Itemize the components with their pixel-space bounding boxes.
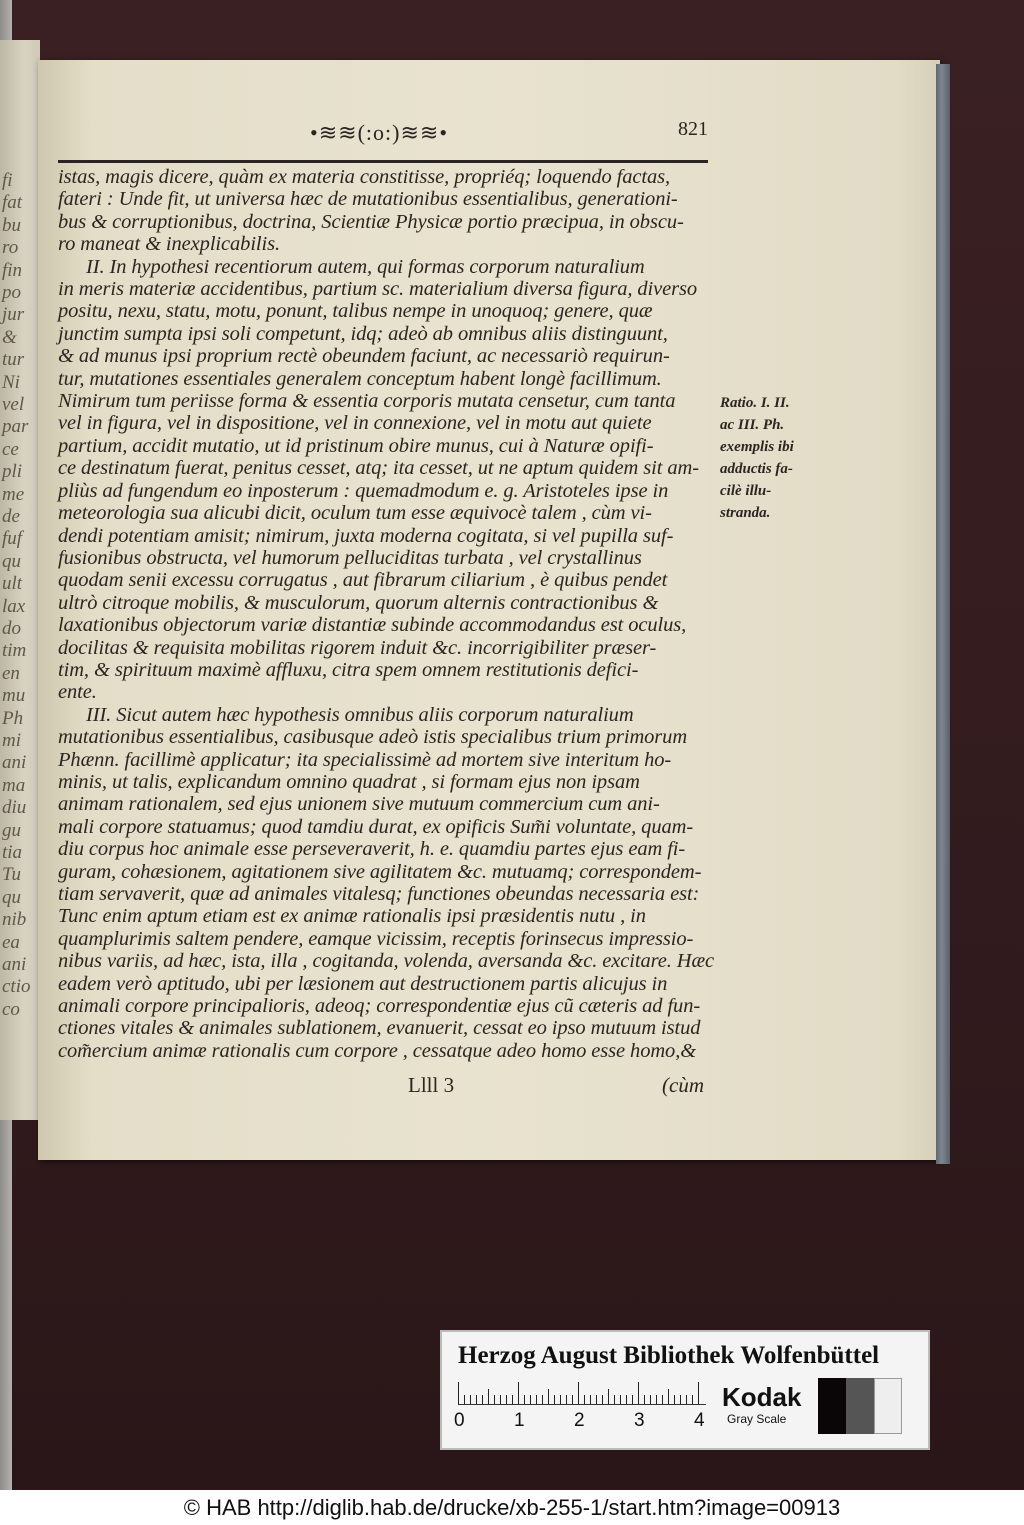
text-line: III. Sicut autem hæc hypothesis omnibus aliis corporum naturalium [86,703,634,726]
text-line: fusionibus obstructa, vel humorum pelluciditas turbata , vel crystallinus [58,546,642,569]
marginal-note [720,392,830,524]
facing-page-fragment: fat [2,192,23,214]
text-line: tim, & spirituum maximè affluxu, citra spem omnem restitutionis defici- [58,658,639,681]
ruler-tick [458,1382,459,1404]
facing-page-fragment: de [2,506,20,527]
ruler-tick [554,1395,555,1404]
text-line: partium, accidit mutatio, ut id pristinum obire munus, cui à Naturæ opifi- [58,434,654,457]
facing-page-fragment: ce [2,438,19,460]
text-line: fateri : Unde fit, ut universa hæc de mutationibus essentialibus, generationi- [58,188,678,211]
facing-page-fragment: en [2,662,20,684]
facing-page-fragment: ro [2,237,19,259]
text-line: ro maneat & inexplicabilis. [58,233,281,256]
ruler-tick [656,1395,657,1404]
facing-page-fragment: vel [2,394,25,415]
ruler-tick [506,1395,507,1404]
ruler-tick [542,1395,543,1404]
ruler-number: 2 [574,1410,585,1431]
text-line: com̃ercium animæ rationalis cum corpore , cessatque adeo homo esse homo,& [58,1039,697,1062]
text-line: II. In hypothesi recentiorum autem, qui formas corporum naturalium [86,255,645,278]
text-line: mutationibus essentialibus, casibusque adeò istis specialibus trium primorum [58,726,688,749]
facing-page-fragment: Ni [2,371,20,393]
facing-page-fragment: co [2,998,20,1020]
text-line: positu, nexu, statu, motu, ponunt, talibus nempe in unoquoq; genere, quæ [58,300,653,323]
text-line: vel in figura, vel in dispositione, vel in connexione, vel in motu aut quiete [58,412,652,435]
text-line: istas, magis dicere, quàm ex materia constitisse, propriéq; loquendo factas, [58,166,671,188]
facing-page-fragment: pli [2,461,23,483]
ruler-tick [500,1395,501,1404]
text-line: ultrò citroque mobilis, & musculorum, quorum alternis contractionibus & [58,591,659,614]
facing-page-fragment: tur [2,349,25,371]
text-line: diu corpus hoc animale esse perseveraverit, h. e. quamdiu partes ejus eam fi- [58,838,686,861]
ruler-tick [512,1395,513,1404]
facing-page-fragment: gu [2,819,21,841]
ruler-number: 1 [514,1410,525,1431]
facing-page-fragment: po [2,282,21,303]
text-line: Tunc enim aptum etiam est ex animæ rationalis ipsi præsidentis nutu , in [58,905,646,928]
text-line: pliùs ad fungendum eo inposterum : quemadmodum e. g. Aristoteles ipse in [58,479,669,502]
facing-page-fragment: Ph [2,707,24,729]
catchword: (cùm [662,1073,704,1097]
facing-page-fragment: lax [2,595,26,617]
ruler-tick [602,1395,603,1404]
kodak-logo: Kodak [722,1382,802,1412]
dark-gray-patch [846,1378,874,1434]
facing-page-fragment: Tu [2,864,22,886]
ruler-number: 0 [454,1410,465,1431]
ruler-tick [548,1389,549,1404]
ruler-tick [494,1395,495,1404]
ruler-tick [650,1395,651,1404]
facing-page-fragment: ult [2,573,23,595]
facing-page-fragment: fin [2,259,23,281]
marginal-line: exemplis ibi [720,439,794,455]
library-name: Herzog August Bibliothek Wolfenbüttel [458,1342,880,1369]
ruler-tick [590,1395,591,1404]
facing-page-fragment: diu [2,797,27,819]
ruler-tick [644,1395,645,1404]
text-line: docilitas & requisita mobilitas rigorem induit &c. incorrigibiliter præser- [58,636,657,659]
ruler-tick [488,1389,489,1404]
ruler-tick [464,1395,465,1404]
facing-page-fragment: par [2,416,29,438]
marginal-line: Ratio. I. II. [720,395,790,411]
ruler-tick [470,1395,471,1404]
black-patch [818,1378,846,1434]
text-line: & ad munus ipsi proprium rectè obeundem faciunt, ac necessariò requirun- [58,345,670,368]
facing-page-fragment: ani [2,954,27,975]
ruler-tick [536,1395,537,1404]
ruler-tick [680,1395,681,1404]
color-target-card [440,1330,930,1450]
text-line: ente. [58,681,97,704]
facing-page-fragment: bu [2,214,21,236]
text-line: Nimirum tum periisse forma & essentia corporis mutata censetur, cum tanta [58,390,676,413]
text-line: dendi potentiam amisit; nimirum, juxta moderna cogitata, si vel pupilla suf- [58,524,674,547]
light-gray-patch [874,1378,902,1434]
ruler-number: 4 [694,1410,705,1431]
copyright-footer: © HAB http://diglib.hab.de/drucke/xb-255-1/start.htm?image=00913 [0,1490,1024,1525]
facing-page-fragment: ma [2,774,26,796]
facing-page-fragment: mu [2,685,26,707]
ruler-tick [698,1382,699,1404]
facing-page-fragment: qu [2,886,21,908]
body-text [58,166,718,1062]
facing-page-fragment: ani [2,752,27,774]
gray-scale-label: Gray Scale [727,1412,787,1426]
ruler-tick [626,1395,627,1404]
marginal-line: cilè illu- [720,483,772,499]
ruler-tick [524,1395,525,1404]
page-block-edge [936,64,950,1164]
text-line: laxationibus objectorum variæ distantiæ subinde accommodandus est oculus, [58,614,687,637]
ruler-tick [482,1395,483,1404]
facing-page-fragment: do [2,618,21,639]
ruler-number: 3 [634,1410,645,1431]
text-line: minis, ut talis, explicandum omnino quadrat , si formam ejus non ipsam [58,770,640,793]
header-ornament: •≋≋(:o:)≋≋• [310,120,449,145]
ruler-tick [620,1395,621,1404]
ruler-tick [530,1395,531,1404]
facing-page-fragment: mi [2,730,21,751]
facing-page-fragment: & [2,326,17,348]
ruler-tick [584,1395,585,1404]
facing-page-fragment: jur [2,304,25,326]
text-line: mali corpore statuamus; quod tamdiu durat, ex opificis Sum̃i voluntate, quam- [58,815,694,838]
text-line: ce destinatum fuerat, penitus cesset, atq; ita cesset, ut ne aptum quidem sit am- [58,457,699,480]
facing-page-fragment: tim [2,640,27,662]
page-number: 821 [678,118,708,140]
ruler-tick [596,1395,597,1404]
header-rule [58,160,708,163]
ruler-tick [638,1382,639,1404]
ruler-tick [608,1389,609,1404]
text-line: eadem verò aptitudo, ubi per læsionem aut destructionem partis alicujus in [58,972,668,995]
text-line: Phænn. facillimè applicatur; ita specialissimè ad mortem sive interitum ho- [58,748,672,771]
text-line: animam rationalem, sed ejus unionem sive mutuum commercium cum ani- [58,793,660,816]
ruler-tick [692,1395,693,1404]
ruler-tick [578,1382,579,1404]
marginal-line: adductis fa- [720,461,793,477]
text-line: junctim sumpta ipsi soli competunt, idq; adeò ab omnibus aliis distinguunt, [58,322,668,345]
ruler-tick [662,1395,663,1404]
marginal-line: ac III. Ph. [720,417,785,433]
ruler-tick [686,1395,687,1404]
scale-ruler [458,1382,706,1405]
ruler-tick [476,1395,477,1404]
text-line: tiam servaverit, quæ ad animales vitalesq; functiones obeundas necessaria est: [58,883,700,905]
text-line: bus & corruptionibus, doctrina, Scientiæ Physicæ portio præcipua, in obscu- [58,210,684,233]
text-line: guram, cohæsionem, agitationem sive agilitatem &c. mutuamq; correspondem- [58,860,702,883]
ruler-tick [566,1395,567,1404]
facing-page-fragment: ea [2,931,20,953]
text-line: quodam senii excessu corrugatus , aut fibrarum ciliarium , è quibus pendet [58,569,668,592]
text-line: tur, mutationes essentiales generalem conceptum habent longè facillimum. [58,367,662,390]
ruler-tick [674,1395,675,1404]
marginal-line: stranda. [720,505,771,521]
ruler-tick [518,1382,519,1404]
facing-page-fragment: qu [2,550,21,572]
ruler-tick [614,1395,615,1404]
ruler-tick [560,1395,561,1404]
text-line: animali corpore principalioris, adeoq; correspondentiæ ejus cũ cæteris ad fun- [58,995,701,1018]
facing-page-fragment: fi [2,170,13,191]
facing-page-fragment: fuf [2,528,23,550]
facing-page-fragment: nib [2,909,27,931]
facing-page-fragment: ctio [2,976,31,998]
ruler-tick [632,1395,633,1404]
signature-mark: Llll 3 [408,1073,455,1097]
facing-page-fragment: me [2,483,25,505]
text-line: nibus variis, ad hæc, ista, illa , cogitanda, volenda, aversanda &c. excitare. Hæc [58,950,715,973]
ruler-tick [572,1395,573,1404]
text-line: ctiones vitales & animales sublationem, evanuerit, cessat eo ipso mutuum istud [58,1017,701,1040]
ruler-tick [668,1389,669,1404]
facing-page-edge [0,40,40,1120]
text-line: in meris materiæ accidentibus, partium sc. materialium diversa figura, diverso [58,278,698,301]
text-line: meteorologia sua alicubi dicit, oculum tum esse æquivocè talem , cùm vi- [58,502,652,525]
facing-page-fragment: tia [2,842,23,863]
text-line: quamplurimis saltem pendere, eamque vicissim, receptis forinsecus impressio- [58,927,694,950]
